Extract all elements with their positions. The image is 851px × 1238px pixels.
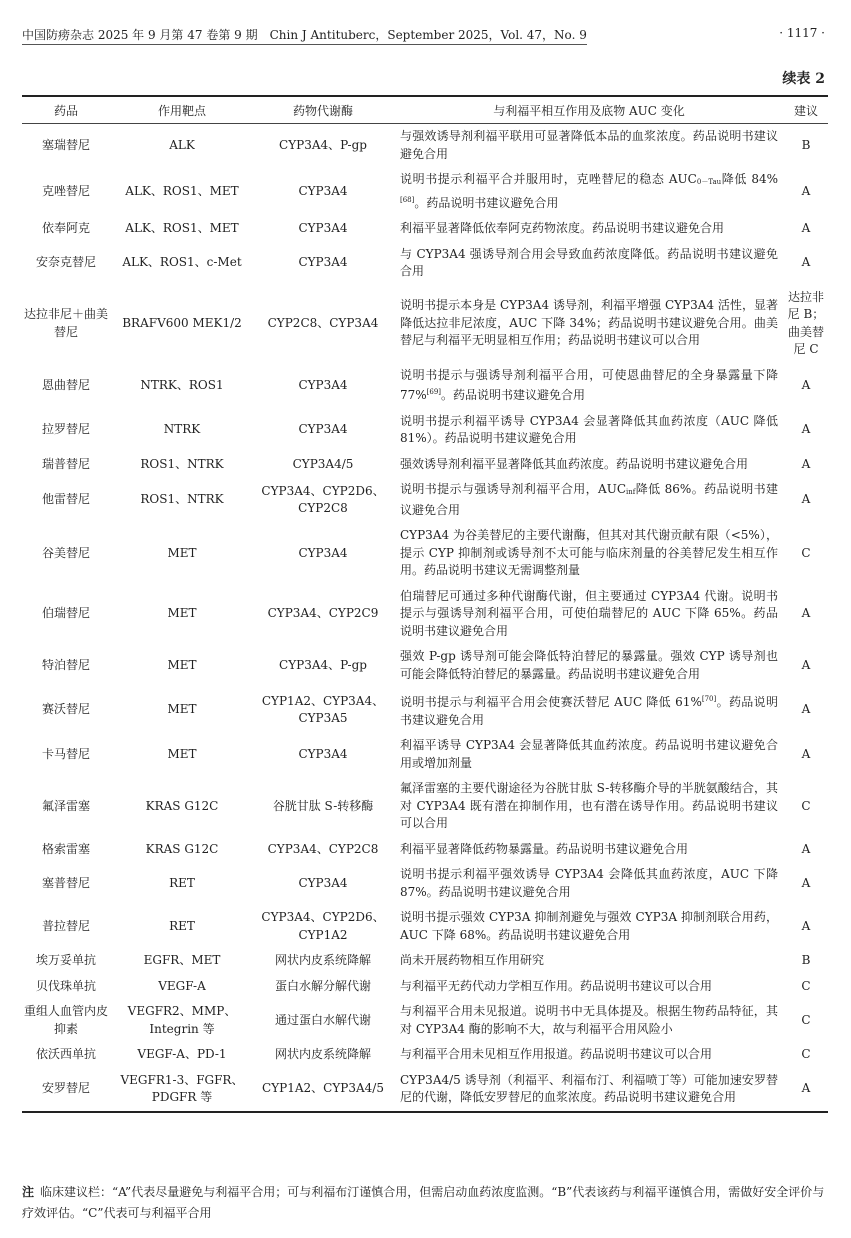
target-cell [110, 409, 254, 452]
advice-cell [784, 242, 828, 285]
interaction-text-cell [392, 905, 784, 948]
advice-cell [784, 363, 828, 409]
drug-name: 埃万妥单抗 [35, 953, 96, 967]
interaction-text: 与利福平无药代动力学相互作用。药品说明书建议可以合用 [400, 978, 713, 993]
column-header-enzyme: 药物代谢酶 [292, 103, 353, 118]
advice: A [801, 183, 811, 198]
target-cell [110, 948, 254, 974]
interaction-text-cell [392, 733, 784, 776]
drug-name: 他雷替尼 [41, 492, 90, 507]
interaction-text: 与 CYP3A4 强诱导剂合用会导致血药浓度降低。药品说明书建议避免合用 [400, 246, 778, 278]
interaction-text-cell [392, 285, 784, 363]
table-row [22, 974, 828, 1000]
target: MET [167, 606, 197, 620]
target: NTRK、ROS1 [140, 377, 224, 392]
advice: 达拉非尼 B；曲美替尼 C [787, 289, 825, 356]
interaction-text-cell [392, 1068, 784, 1112]
drug-name: 贝伐珠单抗 [35, 978, 96, 993]
drug-name: 依奉阿克 [41, 221, 90, 235]
enzyme: CYP3A4 [298, 221, 348, 235]
advice-cell [784, 733, 828, 776]
enzyme: CYP1A2、CYP3A4/5 [262, 1081, 384, 1096]
subscript: inf [626, 488, 636, 496]
advice: A [801, 918, 811, 933]
target: VEGFR1-3、FGFR、PDGFR 等 [120, 1072, 244, 1104]
enzyme: 网状内皮系统降解 [274, 953, 371, 967]
enzyme-cell [254, 644, 392, 687]
interaction-text-cell [392, 644, 784, 687]
advice: A [801, 746, 811, 761]
advice: B [801, 137, 811, 152]
enzyme: 网状内皮系统降解 [274, 1047, 371, 1061]
advice: A [801, 606, 811, 620]
advice-cell [784, 837, 828, 863]
drug-name: 恩曲替尼 [41, 377, 90, 392]
enzyme-cell [254, 452, 392, 478]
table-row [22, 242, 828, 285]
advice-cell [784, 948, 828, 974]
interaction-text: 利福平显著降低依奉阿克药物浓度。药品说明书建议避免合用 [400, 221, 725, 235]
enzyme-cell [254, 1042, 392, 1068]
target-cell [110, 584, 254, 645]
interaction-text-cell [392, 974, 784, 1000]
enzyme-cell [254, 733, 392, 776]
table-row [22, 905, 828, 948]
interaction-text-cell [392, 948, 784, 974]
drug-name-cell [22, 837, 110, 863]
enzyme: CYP3A4 [298, 255, 348, 270]
subscript: 0－Tau [696, 178, 722, 186]
drug-name-cell [22, 948, 110, 974]
interaction-text: 说明书提示利福平强效诱导 CYP3A4 会降低其血药浓度，AUC 下降 87%。药品说明书建议避免合用 [400, 867, 778, 899]
advice: C [801, 798, 811, 813]
target-cell [110, 363, 254, 409]
target: ROS1、NTRK [140, 456, 224, 471]
interaction-text-cell [392, 167, 784, 216]
interaction-text: 说明书提示与强诱导剂利福平合用，可使恩曲替尼的全身暴露量下降 77%[69]。药品说明书建议避免合用 [400, 367, 778, 402]
interaction-text: 利福平显著降低药物暴露量。药品说明书建议避免合用 [400, 841, 689, 856]
drug-name-cell [22, 1068, 110, 1112]
advice-cell [784, 216, 828, 242]
table-row [22, 862, 828, 905]
drug-name-cell [22, 477, 110, 523]
enzyme: CYP3A4 [298, 183, 348, 198]
drug-interaction-table [22, 95, 828, 1113]
target: ALK [169, 137, 195, 152]
drug-name: 达拉非尼＋曲美替尼 [23, 307, 108, 339]
drug-name: 瑞普替尼 [41, 456, 90, 471]
advice: A [801, 456, 811, 471]
target-cell [110, 285, 254, 363]
target-cell [110, 1042, 254, 1068]
interaction-text-cell [392, 687, 784, 733]
interaction-text-cell [392, 242, 784, 285]
target-cell [110, 733, 254, 776]
interaction-text: 说明书提示强效 CYP3A 抑制剂避免与强效 CYP3A 抑制剂联合用药，AUC 下降 68%。药品说明书建议避免合用 [400, 910, 778, 942]
advice: A [801, 1081, 811, 1096]
drug-name: 伯瑞替尼 [41, 606, 90, 620]
advice-cell [784, 124, 828, 168]
drug-name-cell [22, 974, 110, 1000]
drug-name-cell [22, 905, 110, 948]
enzyme: CYP3A4、CYP2D6、CYP1A2 [261, 910, 385, 942]
advice: A [801, 422, 811, 437]
advice-cell [784, 285, 828, 363]
target-cell [110, 124, 254, 168]
table-row [22, 167, 828, 216]
target-cell [110, 167, 254, 216]
advice: A [801, 875, 811, 890]
advice-cell [784, 477, 828, 523]
table-row [22, 999, 828, 1042]
interaction-text: 强效 P-gp 诱导剂可能会降低特泊替尼的暴露量。强效 CYP 诱导剂也可能会降低特泊替尼的暴露量。药品说明书建议避免合用 [400, 649, 778, 681]
enzyme: CYP3A4、CYP2D6、CYP2C8 [261, 483, 385, 515]
drug-name-cell [22, 862, 110, 905]
advice-cell [784, 776, 828, 837]
target-cell [110, 452, 254, 478]
drug-name: 塞普替尼 [41, 875, 90, 890]
target-cell [110, 776, 254, 837]
table-header-row [22, 96, 828, 124]
interaction-text: 说明书提示与利福平合用会使赛沃替尼 AUC 降低 61%[70]。药品说明书建议避免合用 [400, 695, 779, 727]
enzyme-cell [254, 948, 392, 974]
table-row [22, 124, 828, 168]
table-row [22, 477, 828, 523]
table-row [22, 1068, 828, 1112]
target-cell [110, 974, 254, 1000]
interaction-text: 伯瑞替尼可通过多种代谢酶代谢，但主要通过 CYP3A4 代谢。说明书提示与强诱导剂利福平合用，可使伯瑞替尼的 AUC 下降 65%。药品说明书建议避免合用 [400, 588, 778, 638]
page-number: · 1117 · [779, 26, 825, 40]
target: ALK、ROS1、c-Met [122, 255, 242, 270]
interaction-text: 尚未开展药物相互作用研究 [400, 953, 545, 967]
table-row [22, 452, 828, 478]
interaction-text-cell [392, 409, 784, 452]
target: MET [167, 545, 197, 560]
interaction-text-cell [392, 363, 784, 409]
table-row [22, 644, 828, 687]
table-row [22, 837, 828, 863]
advice-cell [784, 905, 828, 948]
advice: C [801, 978, 811, 993]
interaction-text-cell [392, 862, 784, 905]
table-row [22, 687, 828, 733]
advice: A [801, 221, 811, 235]
drug-name-cell [22, 363, 110, 409]
interaction-text: 与利福平合用未见相互作用报道。药品说明书建议可以合用 [400, 1047, 713, 1061]
drug-name: 谷美替尼 [41, 545, 90, 560]
drug-name: 卡马替尼 [41, 746, 90, 761]
enzyme-cell [254, 837, 392, 863]
interaction-text-cell [392, 124, 784, 168]
enzyme: CYP3A4/5 [292, 456, 354, 471]
table-row [22, 285, 828, 363]
advice: B [801, 953, 811, 967]
target-cell [110, 905, 254, 948]
target: VEGF-A、PD-1 [137, 1047, 227, 1061]
interaction-text: 利福平诱导 CYP3A4 会显著降低其血药浓度。药品说明书建议避免合用或增加剂量 [400, 738, 778, 770]
drug-name: 特泊替尼 [41, 657, 90, 672]
drug-name-cell [22, 124, 110, 168]
advice-cell [784, 584, 828, 645]
target: EGFR、MET [143, 953, 221, 967]
enzyme: CYP3A4 [298, 377, 348, 392]
drug-name: 安奈克替尼 [35, 255, 96, 270]
running-head: 中国防痨杂志 2025 年 9 月第 47 卷第 9 期 Chin J Antituberc，September 2025，Vol. 47，No. 9 [22, 26, 587, 45]
enzyme-cell [254, 363, 392, 409]
citation-superscript: [70] [701, 695, 717, 703]
table-row [22, 584, 828, 645]
enzyme-cell [254, 216, 392, 242]
enzyme: CYP3A4、CYP2C9 [267, 606, 379, 620]
interaction-text: 说明书提示与强诱导剂利福平合用，$AUC_{inf}$降低 86%。药品说明书建议避免合用 [400, 482, 778, 517]
advice-cell [784, 1068, 828, 1112]
column-header-interaction: 与利福平相互作用及底物 AUC 变化 [493, 103, 685, 118]
drug-name-cell [22, 523, 110, 584]
table-row [22, 523, 828, 584]
target: ALK、ROS1、MET [125, 221, 239, 235]
target: VEGF-A [158, 978, 206, 993]
enzyme: 谷胱甘肽 S-转移酶 [272, 798, 374, 813]
advice-cell [784, 523, 828, 584]
note-text: 临床建议栏：“A”代表尽量避免与利福平合用；可与利福布汀谨慎合用，但需启动血药浓度监测。“B”代表该药与利福平谨慎合用，需做好安全评价与疗效评估。“C”代表可与利福平合用 [22, 1185, 825, 1220]
target-cell [110, 862, 254, 905]
citation-superscript: [69] [426, 388, 442, 396]
target-cell [110, 523, 254, 584]
drug-name-cell [22, 216, 110, 242]
advice: A [801, 492, 811, 507]
note-label: 注 [22, 1185, 35, 1199]
advice-cell [784, 974, 828, 1000]
advice-cell [784, 452, 828, 478]
drug-name: 重组人血管内皮抑素 [23, 1004, 108, 1036]
interaction-text: 说明书提示利福平合并服用时，克唑替尼的稳态 $AUC_{0-Tau}$降低 84%[68]。药品说明书建议避免合用 [400, 172, 778, 210]
enzyme-cell [254, 999, 392, 1042]
target: RET [169, 918, 195, 933]
column-header-advice: 建议 [793, 103, 818, 118]
enzyme: CYP1A2、CYP3A4、CYP3A5 [261, 693, 385, 725]
advice: A [801, 841, 811, 856]
target: ROS1、NTRK [140, 492, 224, 507]
enzyme: CYP3A4 [298, 875, 348, 890]
table-body [22, 124, 828, 1112]
interaction-text: CYP3A4 为谷美替尼的主要代谢酶，但其对其代谢贡献有限（<5%），提示 CYP 抑制剂或诱导剂不太可能与临床剂量的谷美替尼发生相互作用。药品说明书建议无需调整剂量 [400, 528, 778, 577]
advice: A [801, 377, 811, 392]
enzyme: CYP3A4 [298, 545, 348, 560]
drug-name-cell [22, 733, 110, 776]
table-row [22, 409, 828, 452]
advice-cell [784, 687, 828, 733]
drug-name-cell [22, 285, 110, 363]
drug-name-cell [22, 452, 110, 478]
advice-cell [784, 862, 828, 905]
enzyme-cell [254, 1068, 392, 1112]
enzyme-cell [254, 776, 392, 837]
drug-name-cell [22, 687, 110, 733]
advice: C [801, 1012, 811, 1027]
interaction-text-cell [392, 452, 784, 478]
enzyme-cell [254, 285, 392, 363]
interaction-text: 说明书提示利福平诱导 CYP3A4 会显著降低其血药浓度（AUC 降低 81%）。药品说明书建议避免合用 [400, 413, 778, 445]
drug-name: 赛沃替尼 [41, 702, 90, 717]
drug-name-cell [22, 167, 110, 216]
enzyme-cell [254, 242, 392, 285]
table-row [22, 216, 828, 242]
enzyme: CYP3A4 [298, 422, 348, 437]
table-row [22, 948, 828, 974]
target-cell [110, 644, 254, 687]
target-cell [110, 999, 254, 1042]
citation-superscript: [68] [400, 195, 415, 204]
target-cell [110, 216, 254, 242]
interaction-text-cell [392, 1042, 784, 1068]
interaction-text-cell [392, 216, 784, 242]
interaction-text-cell [392, 523, 784, 584]
enzyme: CYP3A4、CYP2C8 [267, 841, 379, 856]
target: RET [169, 875, 195, 890]
target: MET [167, 746, 197, 761]
target-cell [110, 242, 254, 285]
advice: C [801, 545, 811, 560]
target-cell [110, 837, 254, 863]
enzyme-cell [254, 523, 392, 584]
enzyme: CYP3A4、P-gp [279, 137, 367, 152]
advice: C [801, 1047, 811, 1061]
drug-name-cell [22, 1042, 110, 1068]
target: MET [167, 702, 197, 717]
target: ALK、ROS1、MET [125, 183, 239, 198]
drug-name: 拉罗替尼 [41, 422, 90, 437]
drug-name: 格索雷塞 [41, 841, 90, 856]
enzyme-cell [254, 167, 392, 216]
table-note [22, 1182, 828, 1224]
interaction-text: 与利福平合用未见报道。说明书中无具体提及。根据生物药品特征，其对 CYP3A4 酶的影响不大，故与利福平合用风险小 [400, 1004, 778, 1036]
drug-name-cell [22, 409, 110, 452]
interaction-text: 强效诱导剂利福平显著降低其血药浓度。药品说明书建议避免合用 [400, 456, 749, 471]
table-label: 续表 2 [782, 71, 825, 87]
drug-name: 克唑替尼 [41, 183, 90, 198]
drug-name: 普拉替尼 [41, 918, 90, 933]
drug-name: 依沃西单抗 [35, 1047, 96, 1061]
enzyme-cell [254, 974, 392, 1000]
table-row [22, 363, 828, 409]
drug-name: 氟泽雷塞 [41, 798, 90, 813]
column-header-drug: 药品 [53, 103, 78, 118]
interaction-text: 与强效诱导剂利福平联用可显著降低本品的血浆浓度。药品说明书建议避免合用 [400, 129, 778, 161]
interaction-text-cell [392, 776, 784, 837]
target: KRAS G12C [145, 841, 219, 856]
table-row [22, 733, 828, 776]
target: VEGFR2、MMP、Integrin 等 [127, 1004, 237, 1036]
interaction-text-cell [392, 477, 784, 523]
advice: A [801, 657, 811, 672]
interaction-text: 氟泽雷塞的主要代谢途径为谷胱甘肽 S-转移酶介导的半胱氨酸结合，其对 CYP3A4 既有潜在抑制作用，也有潜在诱导作用。药品说明书建议可以合用 [400, 781, 778, 830]
enzyme: CYP3A4、P-gp [279, 657, 367, 672]
target: KRAS G12C [145, 798, 219, 813]
table-row [22, 1042, 828, 1068]
advice: A [801, 702, 811, 717]
enzyme: 蛋白水解分解代谢 [274, 978, 371, 993]
interaction-text-cell [392, 999, 784, 1042]
enzyme-cell [254, 584, 392, 645]
enzyme-cell [254, 124, 392, 168]
drug-name-cell [22, 776, 110, 837]
target: MET [167, 657, 197, 672]
advice-cell [784, 1042, 828, 1068]
enzyme-cell [254, 905, 392, 948]
advice-cell [784, 999, 828, 1042]
advice-cell [784, 167, 828, 216]
drug-name-cell [22, 242, 110, 285]
enzyme: CYP2C8、CYP3A4 [267, 315, 379, 330]
advice-cell [784, 409, 828, 452]
target-cell [110, 687, 254, 733]
column-header-target: 作用靶点 [157, 103, 206, 118]
enzyme-cell [254, 687, 392, 733]
drug-name-cell [22, 644, 110, 687]
advice: A [801, 255, 811, 270]
table-row [22, 776, 828, 837]
drug-name-cell [22, 584, 110, 645]
enzyme-cell [254, 477, 392, 523]
interaction-text: 说明书提示本身是 CYP3A4 诱导剂，利福平增强 CYP3A4 活性，显著降低达拉非尼浓度，AUC 下降 34%；药品说明书建议避免合用。曲美替尼与利福平无明显相互作用；药品说明书建议可以合用 [400, 298, 778, 348]
target-cell [110, 477, 254, 523]
enzyme: CYP3A4 [298, 746, 348, 761]
interaction-text-cell [392, 584, 784, 645]
target-cell [110, 1068, 254, 1112]
enzyme-cell [254, 409, 392, 452]
interaction-text: CYP3A4/5 诱导剂（利福平、利福布汀、利福喷丁等）可能加速安罗替尼的代谢，降低安罗替尼的血浆浓度。药品说明书建议避免合用 [400, 1072, 778, 1104]
advice-cell [784, 644, 828, 687]
drug-name-cell [22, 999, 110, 1042]
enzyme-cell [254, 862, 392, 905]
drug-name: 安罗替尼 [41, 1081, 90, 1096]
interaction-text-cell [392, 837, 784, 863]
enzyme: 通过蛋白水解代谢 [274, 1012, 371, 1027]
target: NTRK [163, 422, 201, 437]
drug-name: 塞瑞替尼 [41, 137, 90, 152]
target: BRAFV600 MEK1/2 [122, 315, 242, 330]
